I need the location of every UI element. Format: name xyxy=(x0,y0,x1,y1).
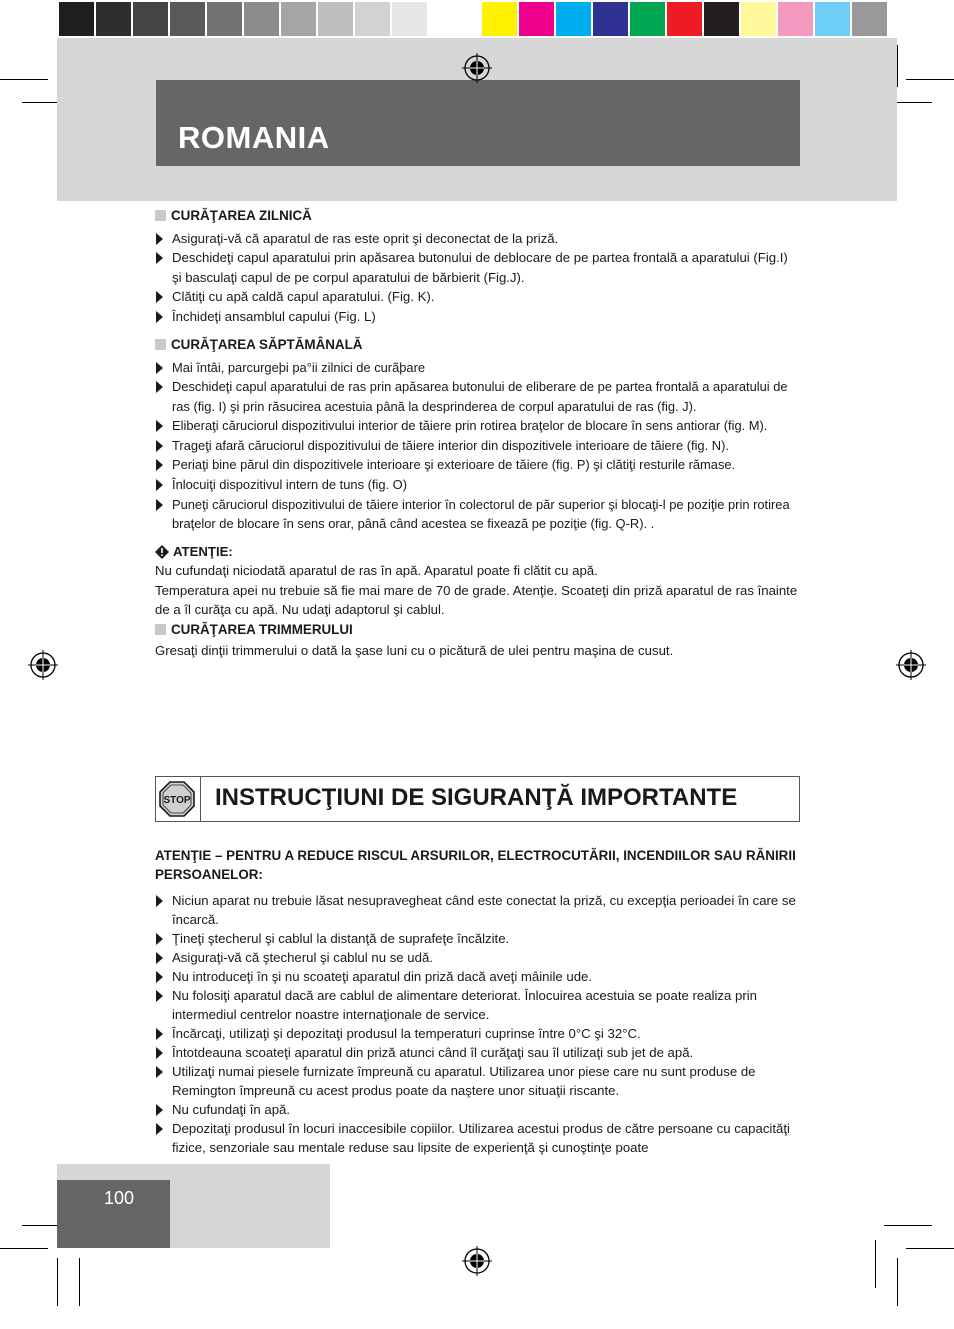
daily-cleaning-list xyxy=(155,229,800,327)
color-swatch xyxy=(133,2,168,36)
cleaning-instructions xyxy=(155,206,800,661)
weekly-cleaning-list xyxy=(155,358,800,534)
crop-mark xyxy=(0,1248,48,1249)
color-swatch xyxy=(519,2,554,36)
bullet-arrow-icon xyxy=(156,895,163,907)
list-item: Trageţi afară căruciorul dispozitivului de tăiere interior din dispozitivele interioare de tăiere (fig. N). xyxy=(155,436,800,456)
registration-mark-icon xyxy=(462,53,492,83)
list-item: Înlocuiţi dispozitivul intern de tuns (fig. O) xyxy=(155,475,800,495)
stop-sign-icon xyxy=(158,781,196,817)
bullet-arrow-icon xyxy=(156,459,163,471)
daily-cleaning-heading: CURĂŢAREA ZILNICĂ xyxy=(155,206,800,226)
registration-mark-icon xyxy=(896,650,926,680)
crop-mark xyxy=(884,1225,932,1226)
bullet-arrow-icon xyxy=(156,479,163,491)
list-item: Niciun aparat nu trebuie lăsat nesupravegheat când este conectat la priză, cu excepţia perioadei în care se încarcă. xyxy=(155,891,800,929)
attention-paragraph: Temperatura apei nu trebuie să fie mai mare de 70 de grade. Atenţie. Scoateţi din priză aparatul de ras înainte de a îl curăţa cu apă. Nu udaţi adaptorul şi cablul. xyxy=(155,582,798,618)
process-color-bar xyxy=(481,0,888,38)
crop-mark xyxy=(57,1258,58,1306)
bullet-arrow-icon xyxy=(156,381,163,393)
list-item: Clătiţi cu apă caldă capul aparatului. (Fig. K). xyxy=(155,287,800,307)
safety-instructions xyxy=(155,846,800,1157)
list-item: Puneţi căruciorul dispozitivului de tăiere interior în colectorul de păr superior şi blocaţi-l pe poziţie prin rotirea braţelor de blocare în sens orar, până când acestea se fixează pe poziţie (fig. Q-R). . xyxy=(155,495,800,534)
list-item: Deschideţi capul aparatului de ras prin apăsarea butonului de eliberare de pe partea frontală a aparatului de ras (fig. I) şi prin răsucirea acestuia până la desprinderea de corpul aparatului de ras (fig. J). xyxy=(155,377,800,416)
page-title: ROMANIA xyxy=(178,120,330,155)
bullet-arrow-icon xyxy=(156,233,163,245)
section-square-icon xyxy=(155,339,166,350)
bullet-arrow-icon xyxy=(156,1123,163,1135)
trimmer-cleaning-text: Gresaţi dinţii trimmerului o dată la şase luni cu o picătură de ulei pentru maşina de cusut. xyxy=(155,643,674,659)
weekly-cleaning-heading: CURĂŢAREA SĂPTĂMÂNALĂ xyxy=(155,335,800,355)
bullet-arrow-icon xyxy=(156,1047,163,1059)
color-swatch xyxy=(630,2,665,36)
color-swatch xyxy=(852,2,887,36)
color-swatch xyxy=(207,2,242,36)
page-number: 100 xyxy=(104,1188,135,1208)
section-square-icon xyxy=(155,210,166,221)
list-item: Depozitaţi produsul în locuri inaccesibile copiilor. Utilizarea acestui produs de către persoane cu capacităţi fizice, senzoriale sau mentale reduse sau lipsite de experienţă şi cunoştinţe poate xyxy=(155,1119,800,1157)
bullet-arrow-icon xyxy=(156,990,163,1002)
attention-paragraph: Nu cufundaţi niciodată aparatul de ras în apă. Aparatul poate fi clătit cu apă. xyxy=(155,563,598,579)
color-swatch xyxy=(244,2,279,36)
color-swatch xyxy=(392,2,427,36)
crop-mark xyxy=(906,79,954,80)
color-swatch xyxy=(741,2,776,36)
color-swatch xyxy=(556,2,591,36)
list-item: Deschideţi capul aparatului prin apăsarea butonului de deblocare de pe partea frontală a aparatului (Fig.I) şi basculaţi capul de pe corpul aparatului de bărbierit (Fig.J). xyxy=(155,248,800,287)
list-item: Asiguraţi-vă că ştecherul şi cablul nu se udă. xyxy=(155,948,800,967)
registration-mark-icon xyxy=(462,1246,492,1276)
safety-list xyxy=(155,891,800,1157)
bullet-arrow-icon xyxy=(156,933,163,945)
color-swatch xyxy=(704,2,739,36)
section-square-icon xyxy=(155,624,166,635)
stop-sign-label: STOP xyxy=(163,795,191,806)
list-item: Întotdeauna scoateţi aparatul din priză atunci când îl curăţaţi sau îl utilizaţi sub jet de apă. xyxy=(155,1043,800,1062)
color-swatch xyxy=(281,2,316,36)
list-item: Mai întâi, parcurgeþi pa°ii zilnici de curãþare xyxy=(155,358,800,378)
safety-title: INSTRUCŢIUNI DE SIGURANŢĂ IMPORTANTE xyxy=(215,784,738,811)
color-swatch xyxy=(815,2,850,36)
list-item: Nu folosiţi aparatul dacă are cablul de alimentare deteriorat. Înlocuirea acestuia se poate realiza prin intermediul centrelor noastre internaţionale de service. xyxy=(155,986,800,1024)
color-swatch xyxy=(318,2,353,36)
trimmer-cleaning-heading: CURĂŢAREA TRIMMERULUI xyxy=(155,620,800,640)
color-swatch xyxy=(355,2,390,36)
bullet-arrow-icon xyxy=(156,1066,163,1078)
list-item: Nu introduceţi în şi nu scoateţi aparatul din priză dacă aveţi mâinile ude. xyxy=(155,967,800,986)
bullet-arrow-icon xyxy=(156,1104,163,1116)
list-item: Eliberaţi căruciorul dispozitivului interior de tăiere prin rotirea braţelor de blocare în sens antiorar (fig. M). xyxy=(155,416,800,436)
color-swatch xyxy=(59,2,94,36)
bullet-arrow-icon xyxy=(156,291,163,303)
color-swatch xyxy=(429,2,464,36)
color-swatch xyxy=(778,2,813,36)
attention-heading: ATENŢIE: xyxy=(155,542,800,562)
registration-mark-icon xyxy=(28,650,58,680)
bullet-arrow-icon xyxy=(156,971,163,983)
color-swatch xyxy=(593,2,628,36)
crop-mark xyxy=(906,1248,954,1249)
list-item: Ţineţi ştecherul şi cablul la distanţă de suprafeţe încălzite. xyxy=(155,929,800,948)
safety-instructions-banner xyxy=(155,776,800,822)
bullet-arrow-icon xyxy=(156,440,163,452)
safety-warning-heading: ATENŢIE – PENTRU A REDUCE RISCUL ARSURILOR, ELECTROCUTĂRII, INCENDIILOR SAU RĂNIRII PERSOANELOR: xyxy=(155,848,796,882)
crop-mark xyxy=(897,45,898,87)
list-item: Închideţi ansamblul capului (Fig. L) xyxy=(155,307,800,327)
crop-mark xyxy=(897,1258,898,1306)
list-item: Nu cufundaţi în apă. xyxy=(155,1100,800,1119)
warning-diamond-icon xyxy=(155,545,169,559)
crop-mark xyxy=(0,79,48,80)
color-swatch xyxy=(96,2,131,36)
list-item: Asiguraţi-vă că aparatul de ras este oprit şi deconectat de la priză. xyxy=(155,229,800,249)
bullet-arrow-icon xyxy=(156,1028,163,1040)
color-swatch xyxy=(170,2,205,36)
color-swatch xyxy=(482,2,517,36)
bullet-arrow-icon xyxy=(156,499,163,511)
list-item: Încărcaţi, utilizaţi şi depozitaţi produsul la temperaturi cuprinse între 0°C şi 32°C. xyxy=(155,1024,800,1043)
list-item: Utilizaţi numai piesele furnizate împreună cu aparatul. Utilizarea unor piese care nu sunt produse de Remington împreună cu acest produs poate da naştere unor situaţii riscante. xyxy=(155,1062,800,1100)
list-item: Periaţi bine părul din dispozitivele interioare şi exterioare de tăiere (fig. P) şi clătiţi resturile rămase. xyxy=(155,455,800,475)
crop-mark xyxy=(79,1258,80,1306)
bullet-arrow-icon xyxy=(156,952,163,964)
bullet-arrow-icon xyxy=(156,420,163,432)
bullet-arrow-icon xyxy=(156,311,163,323)
grayscale-color-bar xyxy=(58,0,465,38)
crop-mark xyxy=(875,1240,876,1288)
bullet-arrow-icon xyxy=(156,362,163,374)
banner-divider xyxy=(200,777,201,821)
bullet-arrow-icon xyxy=(156,252,163,264)
color-swatch xyxy=(667,2,702,36)
